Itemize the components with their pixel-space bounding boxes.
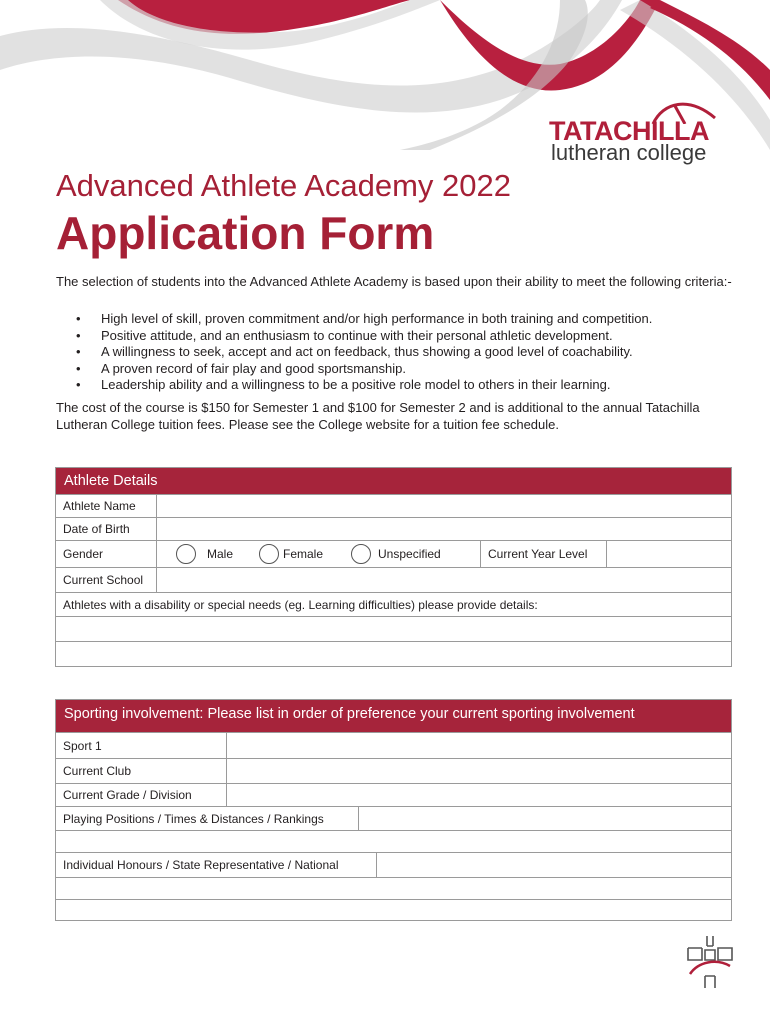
- honours-extra-field[interactable]: [56, 877, 731, 899]
- gender-male-radio[interactable]: [176, 544, 196, 564]
- athlete-name-label: Athlete Name: [63, 499, 136, 513]
- disability-label: Athletes with a disability or special needs (eg. Learning difficulties) please provide details:: [63, 597, 538, 612]
- current-school-row: [56, 567, 731, 592]
- playing-positions-label: Playing Positions / Times & Distances / Rankings: [63, 811, 324, 826]
- criteria-list: [76, 311, 736, 394]
- current-club-label: Current Club: [63, 764, 132, 778]
- divider: [480, 541, 481, 567]
- criteria-item: • Positive attitude, and an enthusiasm to continue with their personal athletic development.: [76, 328, 736, 345]
- current-school-label: Current School: [63, 573, 144, 587]
- gender-female-label: Female: [283, 547, 324, 561]
- current-club-field[interactable]: [227, 759, 731, 783]
- gender-row: [56, 540, 731, 567]
- honours-row: [56, 852, 731, 877]
- sporting-involvement-section: [55, 699, 732, 921]
- criteria-item: • High level of skill, proven commitment and/or high performance in both training and competition.: [76, 311, 736, 328]
- page-title: Application Form: [56, 207, 435, 259]
- divider: [156, 541, 157, 567]
- current-grade-label: Current Grade / Division: [63, 788, 192, 802]
- athlete-name-row: [56, 494, 731, 517]
- criteria-item: • A willingness to seek, accept and act on feedback, thus showing a good level of coachability.: [76, 344, 736, 361]
- playing-positions-extra-field[interactable]: [56, 830, 731, 852]
- sporting-involvement-heading: Sporting involvement: Please list in order of preference your current sporting involvement: [56, 700, 731, 732]
- playing-positions-field[interactable]: [359, 807, 731, 830]
- disability-row: [56, 592, 731, 616]
- disability-details-field[interactable]: [56, 641, 731, 666]
- date-of-birth-field[interactable]: [157, 518, 731, 540]
- date-of-birth-label: Date of Birth: [63, 522, 130, 536]
- year-level-field[interactable]: [607, 541, 731, 567]
- playing-positions-row: [56, 806, 731, 830]
- sport-field[interactable]: [227, 733, 731, 758]
- year-level-label: Current Year Level: [488, 547, 588, 561]
- honours-extra-field[interactable]: [56, 899, 731, 921]
- date-of-birth-row: [56, 517, 731, 540]
- logo-subtitle: lutheran college: [551, 140, 707, 165]
- current-school-field[interactable]: [157, 568, 731, 592]
- sport-label: Sport 1: [63, 738, 102, 753]
- gender-label: Gender: [63, 547, 104, 561]
- athlete-details-heading: Athlete Details: [56, 468, 731, 494]
- criteria-item: • Leadership ability and a willingness to be a positive role model to others in their learning.: [76, 377, 736, 394]
- current-club-row: [56, 758, 731, 783]
- honours-field[interactable]: [377, 853, 731, 877]
- athlete-name-field[interactable]: [157, 495, 731, 517]
- college-emblem-icon: [686, 934, 734, 990]
- college-logo: [549, 98, 734, 168]
- honours-label: Individual Honours / State Representative / National: [63, 858, 339, 872]
- logo-name: TATACHILLA: [549, 116, 709, 146]
- gender-unspecified-label: Unspecified: [378, 547, 441, 561]
- gender-female-radio[interactable]: [259, 544, 279, 564]
- criteria-item: • A proven record of fair play and good sportsmanship.: [76, 361, 736, 378]
- current-grade-row: [56, 783, 731, 806]
- athlete-details-section: [55, 467, 732, 667]
- current-grade-field[interactable]: [227, 784, 731, 806]
- gender-unspecified-radio[interactable]: [351, 544, 371, 564]
- gender-male-label: Male: [207, 547, 234, 561]
- cost-text: The cost of the course is $150 for Semester 1 and $100 for Semester 2 and is additional to the annual Tatachilla Lutheran College tuition fees. Please see the College website for a tuition fee schedule.: [56, 400, 700, 432]
- disability-details-field[interactable]: [56, 616, 731, 641]
- page-subtitle: Advanced Athlete Academy 2022: [56, 168, 511, 203]
- sport-row: [56, 732, 731, 758]
- intro-text: The selection of students into the Advanced Athlete Academy is based upon their ability to meet the following criteria:-: [56, 274, 732, 289]
